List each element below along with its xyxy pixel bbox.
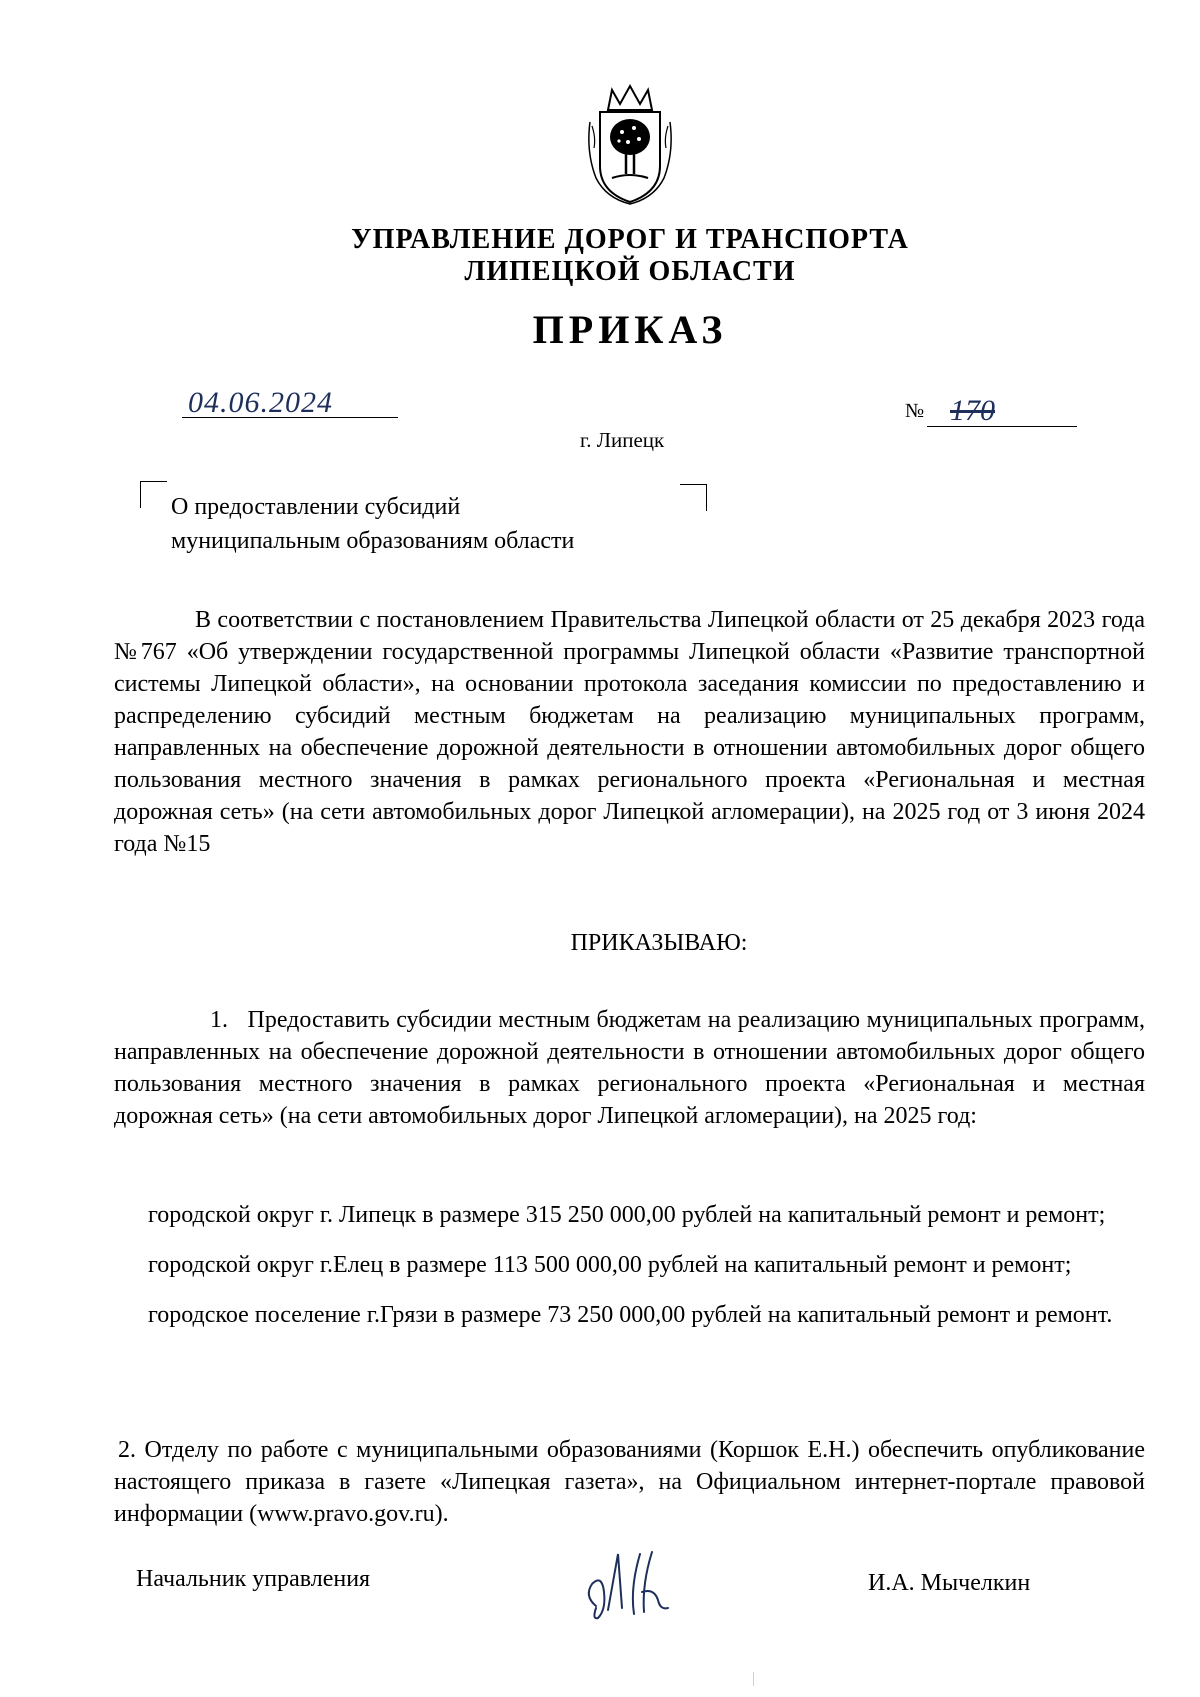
handwritten-signature (582, 1548, 692, 1628)
number-underline (927, 426, 1077, 427)
document-type-title: ПРИКАЗ (532, 307, 728, 352)
organization-name-line1: УПРАВЛЕНИЕ ДОРОГ И ТРАНСПОРТА (351, 224, 909, 255)
recipient-elets: городской округ г.Елец в размере 113 500 000,00 рублей на капитальный ремонт и ремонт; (148, 1252, 1072, 1278)
subject-line1: О предоставлении субсидий (171, 494, 461, 520)
document-subject (171, 490, 731, 558)
order-heading: ПРИКАЗЫВАЮ: (570, 930, 748, 956)
signatory-name: И.А. Мычелкин (868, 1570, 1031, 1596)
order-item-1 (114, 1004, 1145, 1132)
subject-line2: муниципальным образованиям области (171, 528, 575, 554)
organization-name-line2: ЛИПЕЦКОЙ ОБЛАСТИ (464, 256, 796, 287)
scan-artifact (753, 1672, 761, 1686)
order-item-1-text: 1. Предоставить субсидии местным бюджетам на реализацию муниципальных программ, направленных на обеспечение дорожной деятельности в отношении автомобильных дорог общего пользования местного значения в рамках регионального проекта «Региональная и местная дорожная сеть» (на сети автомобильных дорог Липецкой агломерации), на 2025 год: (114, 1007, 1145, 1129)
handwritten-date: 04.06.2024 (188, 386, 333, 419)
recipient-lipetsk: городской округ г. Липецк в размере 315 250 000,00 рублей на капитальный ремонт и ремонт; (148, 1202, 1106, 1228)
signatory-title: Начальник управления (136, 1566, 371, 1592)
subsidy-recipients-list (114, 1200, 1145, 1350)
order-item-2 (114, 1434, 1145, 1530)
date-underline (182, 417, 398, 418)
city-name: г. Липецк (580, 428, 665, 452)
recipient-gryazi: городское поселение г.Грязи в размере 73 250 000,00 рублей на капитальный ремонт и ремонт. (148, 1302, 1113, 1328)
subject-bracket-left (140, 481, 167, 508)
order-item-2-text: 2. Отделу по работе с муниципальными образованиями (Коршок Е.Н.) обеспечить опубликование настоящего приказа в газете «Липецкая газета», на Официальном интернет-портале правовой информации (www.pravo.gov.ru). (114, 1437, 1145, 1527)
preamble-paragraph (114, 604, 1145, 860)
preamble-text: В соответствии с постановлением Правительства Липецкой области от 25 декабря 2023 года №767 «Об утверждении государственной программы Липецкой области «Развитие транспортной системы Липецкой области», на основании протокола заседания комиссии по предоставлению и распределению субсидий местным бюджетам на реализацию муниципальных программ, направленных на обеспечение дорожной деятельности в отношении автомобильных дорог общего пользования местного значения в рамках регионального проекта «Региональная и местная дорожная сеть» (на сети автомобильных дорог Липецкой агломерации), на 2025 год от 3 июня 2024 года №15 (114, 607, 1145, 857)
order-number-label: № (905, 400, 925, 422)
handwritten-order-number: 170 (950, 394, 995, 427)
coat-of-arms-emblem (582, 82, 678, 206)
